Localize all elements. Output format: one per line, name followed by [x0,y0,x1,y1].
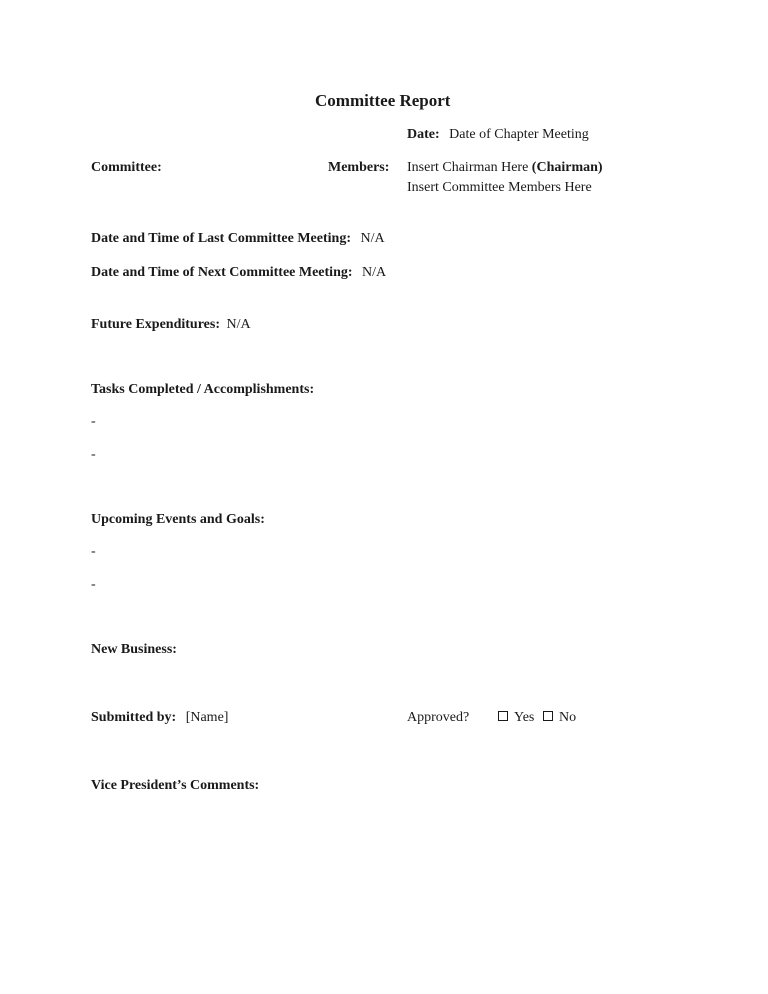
approved-no-option[interactable] [543,709,576,727]
new-business-heading: New Business: [91,642,177,657]
next-meeting-value: N/A [362,265,387,280]
tasks-item: - [91,447,96,462]
upcoming-item: - [91,544,96,559]
last-meeting-row [91,230,385,248]
chairman-line [407,159,603,177]
date-label: Date: [407,127,440,142]
submitted-by-name: [Name] [185,710,229,725]
future-expenditures-label: Future Expenditures: [91,317,220,332]
last-meeting-value: N/A [360,231,385,246]
committee-label: Committee: [91,160,162,175]
submitted-by-row [91,709,228,727]
upcoming-item: - [91,577,96,592]
chairman-name: Insert Chairman Here [407,160,529,175]
vp-comments-heading: Vice President’s Comments: [91,778,260,793]
upcoming-heading: Upcoming Events and Goals: [91,512,265,527]
tasks-item: - [91,414,96,429]
no-checkbox[interactable] [543,711,553,721]
approved-yes-option[interactable] [498,709,534,727]
approved-label: Approved? [407,710,470,725]
last-meeting-label: Date and Time of Last Committee Meeting: [91,231,351,246]
date-value: Date of Chapter Meeting [449,127,589,142]
no-label: No [559,710,577,725]
future-expenditures-value: N/A [226,317,251,332]
next-meeting-row [91,264,386,282]
members-label: Members: [328,160,390,175]
chairman-role: (Chairman) [531,160,603,175]
next-meeting-label: Date and Time of Next Committee Meeting: [91,265,353,280]
members-list: Insert Committee Members Here [407,180,592,195]
future-expenditures-row [91,316,251,334]
yes-label: Yes [514,710,535,725]
date-row [407,126,589,144]
tasks-heading: Tasks Completed / Accomplishments: [91,382,315,397]
page-title: Committee Report [315,91,451,110]
submitted-by-label: Submitted by: [91,710,177,725]
yes-checkbox[interactable] [498,711,508,721]
